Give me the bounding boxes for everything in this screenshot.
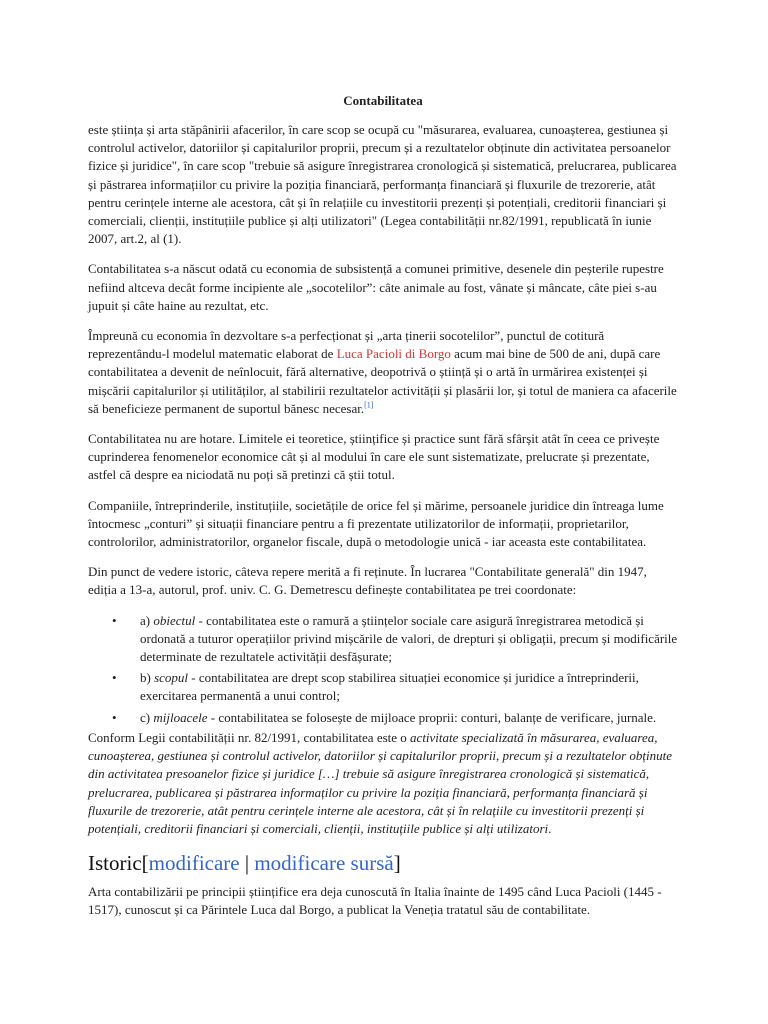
paragraph-pacioli-end: acum mai bine de 500 de ani, după care contabilitatea a devenit de neînlocuit, fără alternative, deopotrivă o știință și o artă în urmărirea existenței și mișcării capitalurilor și utilităților, al stabilirii rezultatelor activității și plasării lor, și totul de maniera ca afacerile să beneficieze permanent de suportul bănesc necesar. — [88, 346, 677, 416]
paragraph-companies: Companiile, întreprinderile, instituțiile, societățile de orice fel și mărime, persoanele juridice din întreaga lume întocmesc „conturi” și situații financiare pentru a fi prezentate utilizatorilor de informații, proprietarilor, controlorilor, administratorilor, organelor fiscale, după o metodologie unică - iar aceasta este contabilitatea. — [88, 497, 664, 550]
paragraph-law-definition: Conform Legii contabilității nr. 82/1991, contabilitatea este o activitate specializată în măsurarea, evaluarea, cunoașterea, gestiunea și controlul activelor, datoriilor și capitalurilor proprii, precum și a rezultatelor obținute din activitatea presoanelor fizice și juridice […] trebuie să asigure înregistrarea cronologică și sistematică, prelucrarea, publicarea și păstrarea informaților cu privire la poziția financiară, performanța financiară și fluxurile de trezorerie, atât pentru cerințele interne ale acestora, cât și în relațiile cu investitorii prezenți și potențiali, creditorii financiari și comerciali, clienții, instituțiile publice și alți utilizatori. — [88, 729, 673, 836]
paragraph-definition: este știința și arta stăpânirii afacerilor, în care scop se ocupă cu "măsurarea, evaluarea, cunoașterea, gestiunea și controlul activelor, datoriilor și capitalurilor proprii, precum și a rezultatelor obținute din activitatea persoanelor fizice și juridice", în care scop "trebuie să asigure înregistrarea cronologică și sistematică, prelucrarea, publicarea și păstrarea informațiilor cu privire la poziția financiară, performanța financiară și fluxurile de trezorerie, atât pentru cerințele interne ale acestora, cât și în relațiile cu investitorii prezenți și potențiali, creditorii financiari și comerciali, clienții, instituțiile publice și alți utilizatori" (Legea contabilității nr.82/1991, republicată în iunie 2007, art.2, al (1). — [88, 122, 677, 247]
article-title: Contabilitatea — [343, 93, 423, 108]
bullet-icon: • — [112, 709, 117, 725]
paragraph-pacioli-start: Împreună cu economia în dezvoltare s-a perfecționat și „arta ținerii socotelilor”, punctul de cotitură reprezentându-l modelul matematic elaborat de — [88, 328, 605, 362]
list-item: • b) scopul - contabilitatea are drept scop stabilirea situației economice și juridice a întreprinderii, exercitarea permanentă a unui control; — [112, 670, 639, 704]
section-title: Istoric — [88, 851, 142, 876]
article-content — [88, 92, 678, 932]
reference-1-link[interactable]: [1] — [364, 400, 374, 410]
law-quote: activitate specializată în măsurarea, evaluarea, cunoașterea, gestiunea și controlul activelor, datoriilor și capitalurilor proprii, precum și a rezultatelor obținute din activitatea presoanelor fizice și juridice […] trebuie să asigure înregistrarea cronologică și sistematică, prelucrarea, publicarea și păstrarea informaților cu privire la poziția financiară, performanța financiară și fluxurile de trezorerie, atât pentru cerințele interne ale acestora, cât și în relațiile cu investitorii prezenți și potențiali, creditorii financiari și comerciali, clienții, instituțiile publice și alți utilizatori — [88, 729, 673, 836]
section-heading-istoric: Istoric[modificare | modificare sursă] — [88, 851, 401, 876]
paragraph-pacioli — [88, 327, 678, 418]
paragraph-istoric: Arta contabilizării pe principii științifice era deja cunoscută în Italia înainte de 1495 când Luca Pacioli (1445 - 1517), cunoscut și ca Părintele Luca dal Borgo, a publicat la Veneția tratatul său de contabilitate. — [88, 884, 662, 918]
edit-source-link[interactable]: modificare sursă — [254, 851, 394, 876]
paragraph-history-intro: Din punct de vedere istoric, câteva repere merită a fi reținute. În lucrarea "Contabilitate generală" din 1947, ediția a 13-a, autorul, prof. univ. C. G. Demetrescu definește contabilitatea pe trei coordonate: — [88, 564, 647, 598]
paragraph-origins: Contabilitatea s-a născut odată cu economia de subsistență a comunei primitive, desenele din peșterile rupestre nefiind altceva decât forme incipiente ale „socotelilor”: câte animale au fost, vânate și mâncate, câte piei s-au jupuit și câte haine au rezultat, etc. — [88, 261, 664, 313]
coordinates-list — [88, 612, 678, 727]
list-item: • a) obiectul - contabilitatea este o ramură a științelor sociale care asigură înregistrarea metodică și ordonată a tuturor operațiilor privind mișcările de valori, de drepturi și obligații, precum și modificările determinate de rezultatele activității desfășurate; — [112, 612, 678, 665]
list-item: • c) mijloacele - contabilitatea se folosește de mijloace proprii: conturi, balanțe de verificare, jurnale. — [140, 709, 678, 727]
luca-pacioli-link[interactable]: Luca Pacioli di Borgo — [336, 346, 451, 362]
edit-section-link[interactable]: modificare — [148, 851, 240, 876]
bullet-icon: • — [112, 670, 117, 686]
bullet-icon: • — [112, 612, 117, 628]
paragraph-limits: Contabilitatea nu are hotare. Limitele ei teoretice, științifice și practice sunt fără sfârșit atât în ceea ce privește cuprinderea fenomenelor economice cât și al modului în care ele sunt sistematizate, prelucrate și prezentate, astfel că despre ea niciodată nu poți să pretinzi că știi totul. — [88, 431, 660, 483]
